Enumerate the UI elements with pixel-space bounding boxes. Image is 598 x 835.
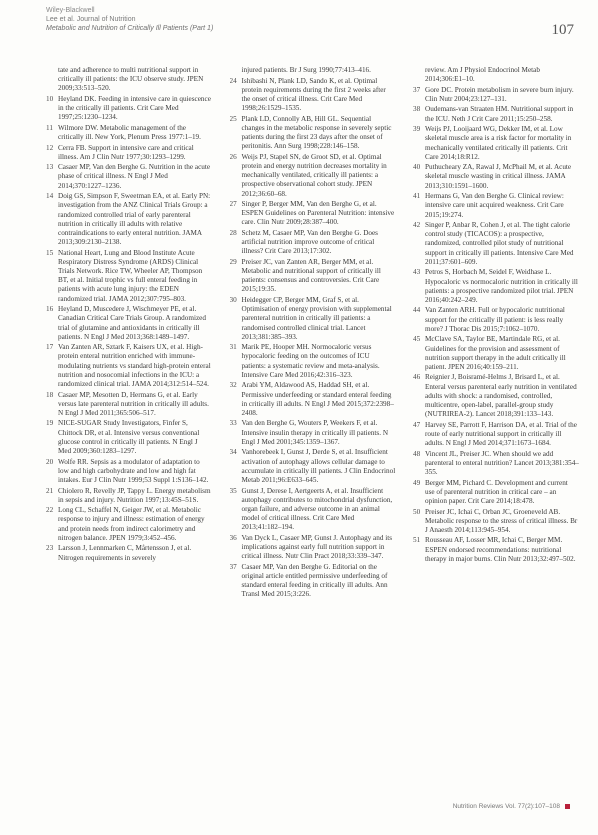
reference-entry	[413, 105, 579, 123]
reference-number: 10	[46, 94, 54, 103]
reference-text: Van Dyck L, Casaer MP, Gunst J. Autophagy and its implications against early full nutrition support in critical illness. Nutr Clin Pract 2018;33:339–347.	[241, 533, 393, 561]
reference-number: 36	[229, 533, 237, 542]
reference-column-3	[413, 66, 579, 782]
reference-text: Gore DC. Protein metabolism in severe burn injury. Clin Nutr 2004;23:127–131.	[425, 85, 574, 103]
footer-citation: Nutrition Reviews Vol. 77(2):107–108	[452, 803, 560, 810]
reference-text: Doig GS, Simpson F, Sweetman EA, et al. Early PN: investigation from the ANZ Clinical Trials Group: a randomized controlled trial of early parenteral nutrition in critically ill adults with relative contraindications to early enteral nutrition. JAMA 2013;309:2130–2138.	[58, 192, 211, 247]
reference-text: Reignier J, Boisramé-Helms J, Brisard L, et al. Enteral versus parenteral early nutrition in ventilated adults with shock: a randomised, controlled, multicentre, open-label, parallel-group study (NUTRIREA-2). Lancet 2018;391:133–143.	[425, 373, 577, 419]
reference-entry	[413, 125, 579, 162]
reference-text: Petros S, Horbach M, Seidel F, Weidhase L. Hypocaloric vs normocaloric nutrition in critically ill patients: a prospective randomized pilot trial. JPEN 2016;40:242–249.	[425, 268, 578, 304]
reference-number: 28	[229, 228, 237, 237]
reference-entry	[413, 479, 579, 507]
reference-entry	[413, 163, 579, 191]
reference-continuation: review. Am J Physiol Endocrinol Metab 2014;306:E1–10.	[425, 66, 540, 84]
reference-number: 35	[229, 486, 237, 495]
reference-number: 47	[413, 420, 421, 429]
footer-square-mark	[565, 804, 570, 809]
reference-text: Singer P, Berger MM, Van den Berghe G, et al. ESPEN Guidelines on Parenteral Nutrition: intensive care. Clin Nutr 2009;28:387–400.	[241, 200, 395, 227]
reference-entry	[46, 487, 212, 505]
reference-text: Schetz M, Casaer MP, Van den Berghe G. Does artificial nutrition improve outcome of critical illness? Crit Care 2013;17:302.	[241, 228, 378, 256]
reference-number: 43	[413, 268, 421, 277]
reference-number: 17	[46, 343, 54, 352]
reference-number: 27	[229, 200, 237, 209]
reference-text: Berger MM, Pichard C. Development and current use of parenteral nutrition in critical care – an opinion paper. Crit Care 2014;18:478.	[425, 478, 568, 505]
reference-continuation: tate and adherence to multi nutritional support in critically ill patients: the ICU observe study. JPEN 2009;33:513–520.	[58, 66, 204, 93]
reference-number: 38	[413, 105, 421, 114]
reference-entry	[46, 192, 212, 247]
reference-entry	[230, 200, 396, 228]
reference-number: 31	[229, 343, 237, 352]
reference-entry	[46, 544, 212, 562]
reference-entry	[413, 86, 579, 104]
reference-entry	[46, 391, 212, 419]
reference-text: Plank LD, Connolly AB, Hill GL. Sequential changes in the metabolic response in severely septic patients during the first 23 days after the onset of peritonitis. Ann Surg 1998;228:146–158.	[241, 114, 392, 151]
reference-number: 21	[46, 486, 54, 495]
reference-text: Casaer MP, Van den Berghe G. Nutrition in the acute phase of critical illness. N Engl J Med 2014;370:1227–1236.	[58, 163, 211, 190]
reference-text: Ishibashi N, Plank LD, Sando K, et al. Optimal protein requirements during the first 2 weeks after the onset of critical illness. Crit Care Med 1998;26:1529–1535.	[241, 76, 386, 113]
reference-text: Marik PE, Hooper MH. Normocaloric versus hypocaloric feeding on the outcomes of ICU patients: a systematic review and meta-analysis. Intensive Care Med 2016;42:316–323.	[241, 343, 380, 379]
reference-entry	[413, 450, 579, 478]
reference-text: Rousseau AF, Losser MR, Ichai C, Berger MM. ESPEN endorsed recommendations: nutritional therapy in major burns. Clin Nutr 2013;32:497–502.	[425, 536, 576, 563]
reference-text: Weijs PJ, Stapel SN, de Groot SD, et al. Optimal protein and energy nutrition decreases mortality in mechanically ventilated, critically ill patients: a prospective observational cohort study. JPEN 2012;36:60–68.	[241, 152, 387, 198]
reference-text: Hermans G, Van den Berghe G. Clinical review: intensive care unit acquired weakness. Crit Care 2015;19:274.	[425, 192, 564, 219]
reference-text: Vanhorebeek I, Gunst J, Derde S, et al. Insufficient activation of autophagy allows cellular damage to accumulate in critically ill patients. J Clin Endocrinol Metab 2011;96:E633–645.	[241, 448, 396, 484]
reference-number: 37	[229, 562, 237, 571]
reference-number: 26	[229, 152, 237, 161]
reference-number: 37	[413, 85, 421, 94]
reference-text: Weijs PJ, Looijaard WG, Dekker IM, et al. Low skeletal muscle area is a risk factor for mortality in mechanically ventilated critically ill patients. Crit Care 2014;18:R12.	[425, 125, 572, 161]
journal-name: Wiley-Blackwell	[46, 7, 95, 14]
reference-text: Heyland DK. Feeding in intensive care in quiescence in the critically ill patients. Crit Care Med 1997;25:1230–1234.	[58, 94, 211, 122]
reference-text: Vincent JL, Preiser JC. When should we add parenteral to enteral nutrition? Lancet 2013;381:354–355.	[425, 449, 579, 477]
reference-continuation: injured patients. Br J Surg 1990;77:413–416.	[241, 66, 371, 74]
reference-entry	[46, 305, 212, 342]
reference-text: Casaer MP, Mesotten D, Hermans G, et al. Early versus late parenteral nutrition in critically ill adults. N Engl J Med 2011;365:506–517.	[58, 390, 209, 417]
reference-text: Preiser JC, van Zanten AR, Berger MM, et al. Metabolic and nutritional support of critically ill patients: consensus and controversies. Crit Care 2015;19:35.	[241, 257, 381, 294]
page-footer	[453, 803, 570, 810]
page-number: 107	[551, 22, 574, 38]
reference-text: NICE-SUGAR Study Investigators, Finfer S, Chittock DR, et al. Intensive versus conventional glucose control in critically ill patients. N Engl J Med 2009;360:1283–1297.	[58, 419, 200, 456]
reference-number: 18	[46, 390, 54, 399]
reference-number: 24	[229, 76, 237, 85]
reference-text: Singer P, Anbar R, Cohen J, et al. The tight calorie control study (TICACOS): a prospective, randomized, controlled pilot study of nutritional support in critically ill patients. Intensive Care Med 2011;37:601–609.	[425, 221, 574, 266]
reference-text: Heidegger CP, Berger MM, Graf S, et al. Optimisation of energy provision with supplemental parenteral nutrition in critically ill patients: a randomised controlled clinical trial. Lancet 2013;381:385–393.	[241, 295, 392, 341]
reference-entry	[413, 373, 579, 419]
reference-entry	[46, 458, 212, 486]
reference-number: 11	[46, 123, 53, 132]
reference-entry	[230, 115, 396, 152]
reference-text: Van Zanten AR, Sztark F, Kaisers UX, et al. High-protein enteral nutrition enriched with immune-modulating nutrients vs standard high-protein enteral nutrition and nosocomial infections in the ICU: a randomized clinical trial. JAMA 2014;312:514–524.	[58, 343, 211, 389]
reference-entry	[230, 381, 396, 418]
reference-number: 29	[229, 257, 237, 266]
header-line: Lee et al. Journal of Nutrition	[46, 16, 136, 23]
reference-number: 42	[413, 221, 421, 230]
reference-number: 12	[46, 143, 54, 152]
reference-entry	[230, 296, 396, 342]
reference-number: 32	[229, 381, 237, 390]
reference-entry	[230, 153, 396, 199]
reference-number: 33	[229, 419, 237, 428]
reference-text: Chiolero R, Revelly JP, Tappy L. Energy metabolism in sepsis and injury. Nutrition 1997;13:45S–51S.	[58, 486, 211, 504]
reference-number: 30	[229, 295, 237, 304]
reference-text: Arabi YM, Aldawood AS, Haddad SH, et al. Permissive underfeeding or standard enteral feeding in critically ill adults. N Engl J Med 2015;372:2398–2408.	[241, 381, 394, 417]
reference-entry	[413, 192, 579, 220]
reference-entry	[46, 163, 212, 191]
reference-text: Casaer MP, Van den Berghe G. Editorial on the original article entitled permissive underfeeding of standard enteral feeding in critically ill adults. Ann Transl Med 2015;3:226.	[241, 562, 388, 599]
reference-entry	[46, 343, 212, 389]
reference-entry	[413, 221, 579, 267]
reference-number: 49	[413, 478, 421, 487]
reference-number: 41	[413, 192, 421, 201]
reference-number: 44	[413, 306, 421, 315]
reference-entry	[413, 268, 579, 305]
reference-number: 51	[413, 536, 421, 545]
reference-entry	[413, 306, 579, 334]
reference-number: 23	[46, 544, 54, 553]
reference-entry	[46, 506, 212, 543]
reference-text: Wolfe RR. Sepsis as a modulator of adaptation to low and high carbohydrate and low and high fat intakes. Eur J Clin Nutr 1999;53 Suppl 1:S136–142.	[58, 457, 209, 484]
references-section	[46, 66, 579, 782]
running-header	[46, 6, 571, 33]
reference-entry	[230, 77, 396, 114]
reference-number: 14	[46, 192, 54, 201]
reference-text: Long CL, Schaffel N, Geiger JW, et al. Metabolic response to injury and illness: estimation of energy and protein needs from indirect calorimetry and nitrogen balance. JPEN 1979;3:452–456.	[58, 506, 205, 542]
reference-text: Preiser JC, Ichai C, Orban JC, Groeneveld AB. Metabolic response to the stress of critical illness. Br J Anaesth 2014;113:945–954.	[425, 507, 578, 534]
reference-entry	[46, 419, 212, 456]
reference-entry	[413, 421, 579, 449]
reference-entry	[230, 448, 396, 485]
reference-column-1	[46, 66, 212, 782]
reference-number: 46	[413, 373, 421, 382]
reference-entry	[46, 124, 212, 142]
reference-entry	[230, 258, 396, 295]
reference-entry	[230, 487, 396, 533]
reference-number: 20	[46, 457, 54, 466]
reference-entry	[46, 95, 212, 123]
reference-entry	[230, 419, 396, 447]
reference-number: 19	[46, 419, 54, 428]
reference-text: Van Zanten ARH. Full or hypocaloric nutritional support for the critically ill patient: is less really more? J Thorac Dis 2015;7:1062–1070.	[425, 306, 565, 333]
reference-text: Harvey SE, Parrott F, Harrison DA, et al. Trial of the route of early nutritional support in critically ill adults. N Engl J Med 2014;371:1673–1684.	[425, 420, 577, 448]
reference-number: 48	[413, 449, 421, 458]
reference-text: Oudemans-van Straaten HM. Nutritional support in the ICU. Neth J Crit Care 2011;15:250–258.	[425, 105, 574, 123]
reference-number: 25	[229, 114, 237, 123]
reference-entry	[413, 335, 579, 372]
reference-number: 39	[413, 125, 421, 134]
reference-entry	[230, 343, 396, 380]
reference-entry	[230, 534, 396, 562]
reference-entry	[230, 229, 396, 257]
reference-entry	[413, 536, 579, 564]
reference-text: Puthucheary ZA, Rawal J, McPhail M, et al. Acute skeletal muscle wasting in critical illness. JAMA 2013;310:1591–1600.	[425, 163, 572, 190]
reference-number: 13	[46, 163, 54, 172]
reference-number: 15	[46, 248, 54, 257]
reference-text: Wilmore DW. Metabolic management of the critically ill. New York, Plenum Press 1977:1–19.	[58, 123, 201, 142]
reference-text: Gunst J, Derese I, Aertgeerts A, et al. Insufficient autophagy contributes to mitochondrial dysfunction, organ failure, and adverse outcome in an animal model of critical illness. Crit Care Med 2013;41:182–194.	[241, 486, 393, 532]
reference-entry	[46, 144, 212, 162]
reference-text: National Heart, Lung and Blood Institute Acute Respiratory Distress Syndrome (ARDS) Clinical Trials Network. Rice TW, Wheeler AP, Thompson BT, et al. Initial trophic vs full enteral feeding in patients with acute lung injury: the EDEN randomized trial. JAMA 2012;307:795–803.	[58, 248, 203, 303]
reference-text: Larsson J, Lennmarken C, Mårtensson J, et al. Nitrogen requirements in severely	[58, 544, 192, 562]
reference-number: 40	[413, 163, 421, 172]
reference-text: Van den Berghe G, Wouters P, Weekers F, et al. Intensive insulin therapy in critically ill patients. N Engl J Med 2001;345:1359–1367.	[241, 419, 389, 446]
reference-column-2	[230, 66, 396, 782]
reference-entry	[46, 249, 212, 304]
reference-number: 50	[413, 507, 421, 516]
article-running-title: Metabolic and Nutrition of Critically Ill Patients (Part 1)	[46, 25, 214, 32]
reference-number: 22	[46, 506, 54, 515]
reference-text: McClave SA, Taylor BE, Martindale RG, et al. Guidelines for the provision and assessment of nutrition support therapy in the adult critically ill patient. JPEN 2016;40:159–211.	[425, 335, 566, 371]
reference-number: 34	[229, 448, 237, 457]
reference-entry	[413, 508, 579, 536]
reference-text: Cerra FB. Support in intensive care and critical illness. Am J Clin Nutr 1977;30:1293–1299.	[58, 143, 194, 161]
reference-number: 45	[413, 335, 421, 344]
reference-text: Heyland D, Muscedere J, Wischmeyer PE, et al. Canadian Critical Care Trials Group. A randomized trial of glutamine and antioxidants in critically ill patients. N Engl J Med 2013;368:1489–1497.	[58, 305, 206, 341]
reference-number: 16	[46, 305, 54, 314]
reference-entry	[230, 563, 396, 600]
